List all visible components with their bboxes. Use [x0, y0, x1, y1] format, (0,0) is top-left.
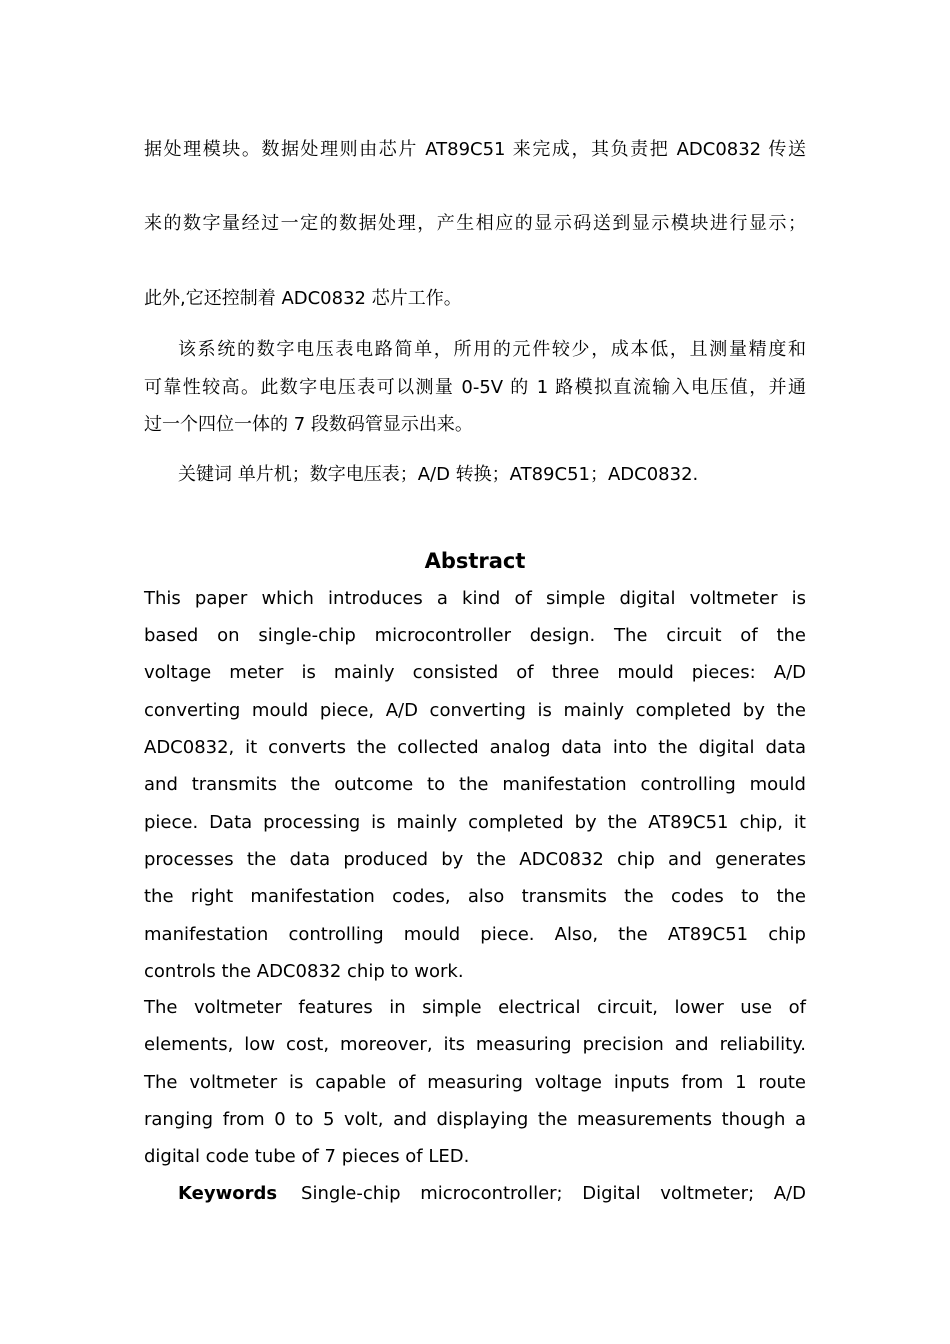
en-para1-line-8: processes the data produced by the ADC0832 chip and generates — [144, 849, 806, 870]
en-para1-line-4: converting mould piece, A/D converting is mainly completed by the — [144, 700, 806, 721]
zh-keywords: 关键词 单片机；数字电压表；A/D 转换；AT89C51；ADC0832. — [178, 464, 699, 485]
en-para2-line-1: The voltmeter features in simple electrical circuit, lower use of — [144, 997, 806, 1018]
en-keywords — [178, 1182, 806, 1206]
zh-para2-line-2: 可靠性较高。此数字电压表可以测量 0-5V 的 1 路模拟直流输入电压值，并通 — [144, 377, 806, 398]
en-para1-line-11: controls the ADC0832 chip to work. — [144, 961, 464, 982]
en-para2-line-5: digital code tube of 7 pieces of LED. — [144, 1146, 470, 1167]
keywords-text: Single-chip microcontroller; Digital voltmeter; A/D — [301, 1183, 806, 1204]
en-para1-line-1: This paper which introduces a kind of simple digital voltmeter is — [144, 588, 806, 609]
zh-line-3: 此外,它还控制着 ADC0832 芯片工作。 — [144, 288, 462, 309]
en-para2-line-3: The voltmeter is capable of measuring voltage inputs from 1 route — [144, 1072, 806, 1093]
en-para1-line-10: manifestation controlling mould piece. Also, the AT89C51 chip — [144, 924, 806, 945]
keywords-label: Keywords — [178, 1183, 278, 1204]
en-para1-line-5: ADC0832, it converts the collected analog data into the digital data — [144, 737, 806, 758]
keywords-gap — [277, 1182, 301, 1206]
zh-line-2: 来的数字量经过一定的数据处理，产生相应的显示码送到显示模块进行显示； — [144, 213, 806, 234]
en-para1-line-7: piece. Data processing is mainly completed by the AT89C51 chip, it — [144, 812, 806, 833]
zh-para2-line-1: 该系统的数字电压表电路简单，所用的元件较少，成本低，且测量精度和 — [178, 339, 806, 360]
en-para1-line-3: voltage meter is mainly consisted of three mould pieces: A/D — [144, 662, 806, 683]
en-para1-line-9: the right manifestation codes, also transmits the codes to the — [144, 886, 806, 907]
zh-para2-line-3: 过一个四位一体的 7 段数码管显示出来。 — [144, 414, 473, 435]
zh-line-1: 据处理模块。数据处理则由芯片 AT89C51 来完成，其负责把 ADC0832 传送 — [144, 139, 806, 160]
en-para2-line-2: elements, low cost, moreover, its measuring precision and reliability. — [144, 1034, 806, 1055]
en-para2-line-4: ranging from 0 to 5 volt, and displaying the measurements though a — [144, 1109, 806, 1130]
abstract-title: Abstract — [424, 549, 526, 573]
en-para1-line-6: and transmits the outcome to the manifestation controlling mould — [144, 774, 806, 795]
en-para1-line-2: based on single-chip microcontroller design. The circuit of the — [144, 625, 806, 646]
